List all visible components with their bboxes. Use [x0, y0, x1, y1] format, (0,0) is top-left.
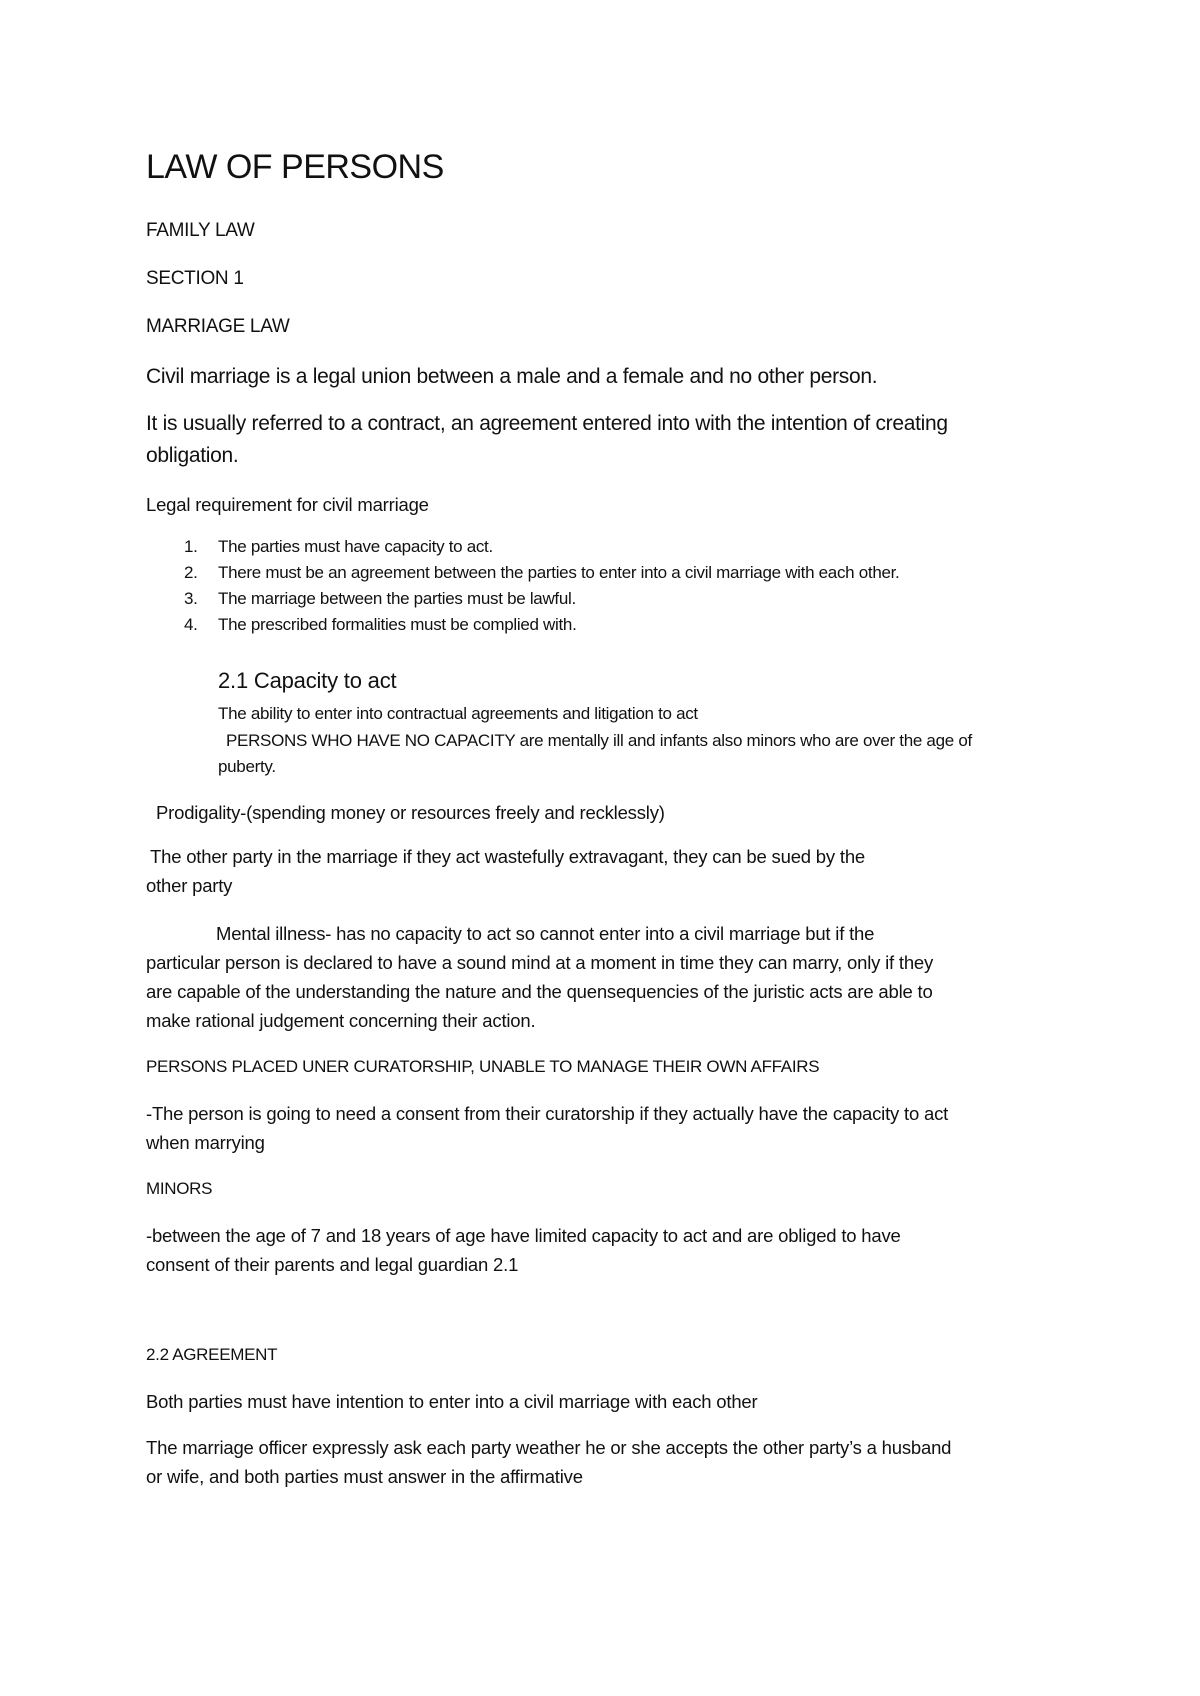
- other-party-line: other party: [146, 875, 233, 896]
- list-item: [184, 563, 899, 583]
- prodigality-line: Prodigality-(spending money or resources freely and recklessly): [156, 802, 665, 823]
- list-text: The marriage between the parties must be lawful.: [218, 589, 576, 608]
- family-law-heading: FAMILY LAW: [146, 220, 255, 241]
- marriage-law-heading: MARRIAGE LAW: [146, 316, 290, 337]
- section-heading: SECTION 1: [146, 268, 244, 289]
- contract-paragraph-line: obligation.: [146, 444, 239, 467]
- list-text: There must be an agreement between the parties to enter into a civil marriage with each other.: [218, 563, 900, 582]
- marriage-officer-line: or wife, and both parties must answer in the affirmative: [146, 1466, 583, 1487]
- minors-heading: MINORS: [146, 1179, 213, 1198]
- curatorship-line: -The person is going to need a consent from their curatorship if they actually have the capacity to act: [146, 1103, 949, 1124]
- list-number: 4.: [184, 615, 198, 634]
- mental-illness-line: particular person is declared to have a sound mind at a moment in time they can marry, only if they: [146, 952, 934, 973]
- list-number: 3.: [184, 589, 198, 608]
- list-item: [184, 537, 493, 557]
- list-text: The prescribed formalities must be complied with.: [218, 615, 577, 634]
- mental-illness-line: Mental illness- has no capacity to act so cannot enter into a civil marriage but if the: [216, 923, 875, 944]
- list-item: [184, 615, 577, 635]
- no-capacity-line: puberty.: [218, 757, 276, 776]
- contract-paragraph-line: It is usually referred to a contract, an agreement entered into with the intention of creating: [146, 412, 948, 435]
- mental-illness-line: are capable of the understanding the nature and the quensequencies of the juristic acts are able to: [146, 981, 933, 1002]
- agreement-line: Both parties must have intention to enter into a civil marriage with each other: [146, 1391, 758, 1412]
- requirements-heading: Legal requirement for civil marriage: [146, 494, 429, 515]
- list-number: 1.: [184, 537, 198, 556]
- other-party-line: The other party in the marriage if they act wastefully extravagant, they can be sued by the: [150, 846, 866, 867]
- list-item: [184, 589, 576, 609]
- minors-line: consent of their parents and legal guardian 2.1: [146, 1254, 519, 1275]
- capacity-heading: 2.1 Capacity to act: [218, 668, 397, 693]
- no-capacity-line: PERSONS WHO HAVE NO CAPACITY are mentally ill and infants also minors who are over the age of: [226, 731, 972, 750]
- capacity-definition: The ability to enter into contractual agreements and litigation to act: [218, 704, 698, 723]
- list-text: The parties must have capacity to act.: [218, 537, 493, 556]
- civil-marriage-definition: Civil marriage is a legal union between a male and a female and no other person.: [146, 365, 878, 388]
- list-number: 2.: [184, 563, 198, 582]
- minors-line: -between the age of 7 and 18 years of age have limited capacity to act and are obliged to have: [146, 1225, 901, 1246]
- agreement-heading: 2.2 AGREEMENT: [146, 1345, 278, 1364]
- document-title: LAW OF PERSONS: [146, 148, 444, 186]
- marriage-officer-line: The marriage officer expressly ask each party weather he or she accepts the other party’s a husband: [146, 1437, 952, 1458]
- curatorship-line: when marrying: [146, 1132, 265, 1153]
- mental-illness-line: make rational judgement concerning their action.: [146, 1010, 536, 1031]
- curatorship-heading: PERSONS PLACED UNER CURATORSHIP, UNABLE TO MANAGE THEIR OWN AFFAIRS: [146, 1057, 820, 1076]
